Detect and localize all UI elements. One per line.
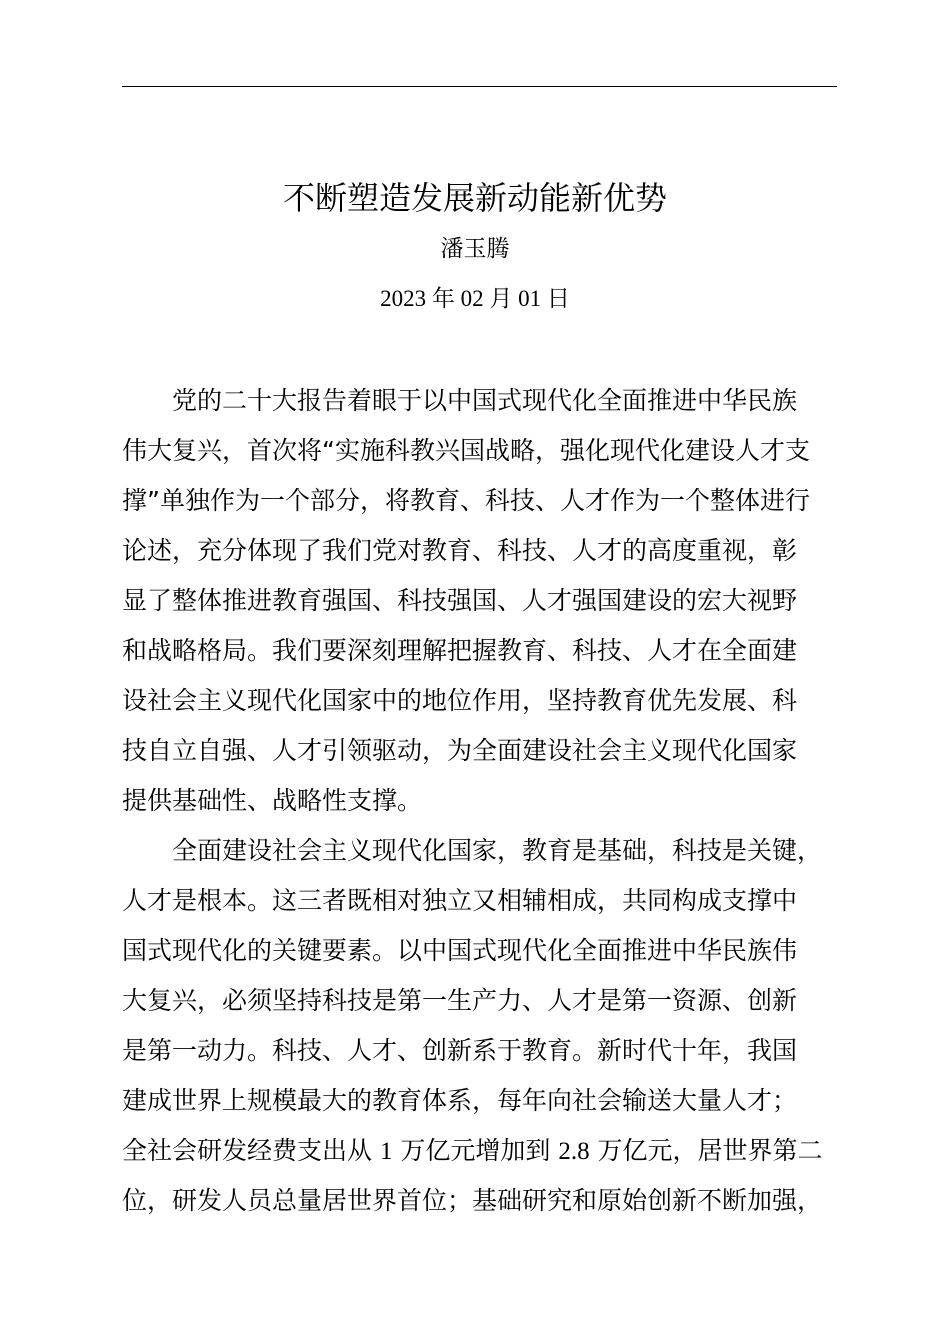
text-line: 位，研发人员总量居世界首位；基础研究和原始创新不断加强，	[122, 1186, 823, 1215]
text-line: 提供基础性、战略性支撑。	[122, 786, 423, 815]
date-year: 2023	[380, 286, 427, 311]
paragraph-1	[122, 376, 842, 826]
text-segment: 全社会研发经费支出从	[122, 1136, 380, 1165]
text-line-with-figures	[122, 1126, 842, 1176]
text-line: 党的二十大报告着眼于以中国式现代化全面推进中华民族	[172, 386, 798, 415]
text-line: 论述，充分体现了我们党对教育、科技、人才的高度重视，彰	[122, 536, 798, 565]
text-line: 技自立自强、人才引领驱动，为全面建设社会主义现代化国家	[122, 736, 798, 765]
date-month: 02	[460, 286, 484, 311]
text-line: 是第一动力。科技、人才、创新系于教育。新时代十年，我国	[122, 1036, 798, 1065]
article-body	[122, 376, 842, 1226]
text-segment: 万亿元增加到	[392, 1136, 559, 1165]
figure-value: 2.8	[558, 1138, 590, 1165]
paragraph-2	[122, 826, 842, 1226]
text-line: 伟大复兴，首次将“实施科教兴国战略，强化现代化建设人才支	[122, 436, 810, 465]
text-line: 和战略格局。我们要深刻理解把握教育、科技、人才在全面建	[122, 636, 798, 665]
text-line: 人才是根本。这三者既相对独立又相辅相成，共同构成支撑中	[122, 886, 798, 915]
text-line: 显了整体推进教育强国、科技强国、人才强国建设的宏大视野	[122, 586, 798, 615]
text-line: 建成世界上规模最大的教育体系，每年向社会输送大量人才；	[122, 1086, 798, 1115]
text-line: 国式现代化的关键要素。以中国式现代化全面推进中华民族伟	[122, 936, 798, 965]
date-day-unit: 日	[546, 286, 570, 312]
text-line: 设社会主义现代化国家中的地位作用，坚持教育优先发展、科	[122, 686, 798, 715]
text-line: 撑”单独作为一个部分，将教育、科技、人才作为一个整体进行	[122, 486, 810, 515]
text-line: 大复兴，必须坚持科技是第一生产力、人才是第一资源、创新	[122, 986, 798, 1015]
date-day: 01	[518, 286, 542, 311]
article-date	[0, 282, 950, 316]
date-month-unit: 月	[489, 286, 513, 312]
text-line: 全面建设社会主义现代化国家，教育是基础，科技是关键，	[172, 836, 823, 865]
figure-value: 1	[379, 1138, 393, 1165]
text-segment: 万亿元，居世界第二	[589, 1136, 823, 1165]
date-year-unit: 年	[431, 286, 455, 312]
article-title: 不断塑造发展新动能新优势	[282, 179, 667, 217]
article-author: 潘玉腾	[440, 236, 510, 262]
header-rule	[122, 86, 837, 87]
